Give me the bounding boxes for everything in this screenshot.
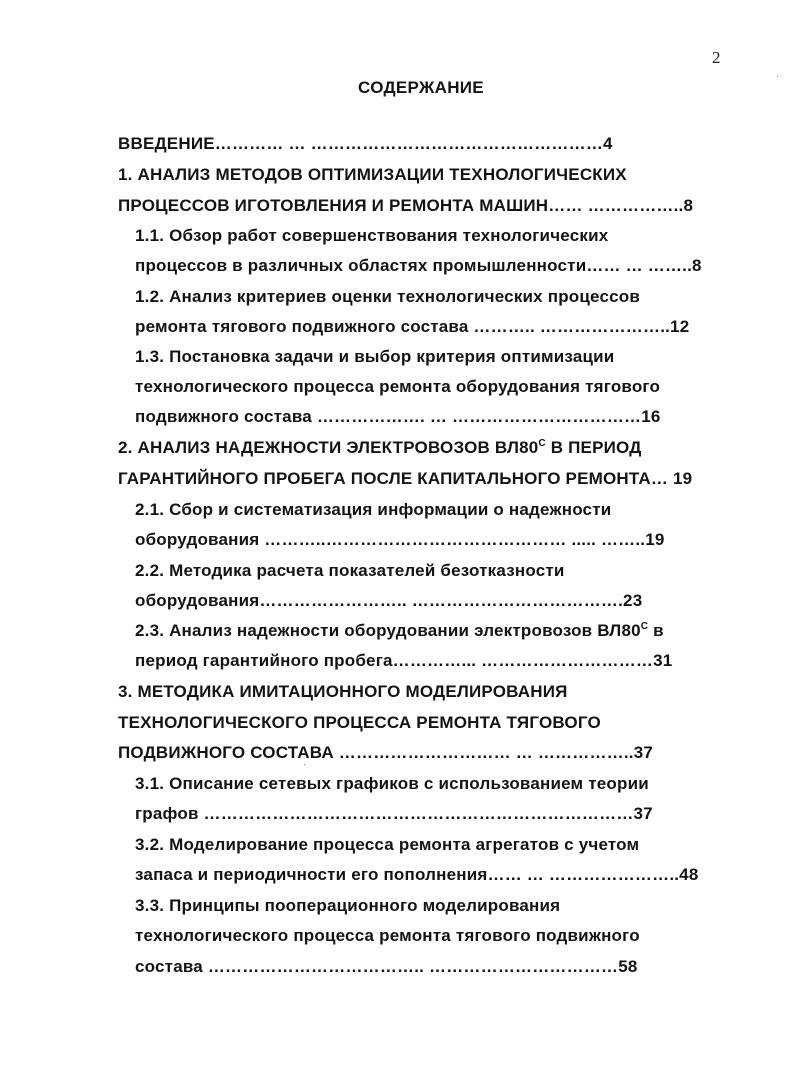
toc-line: состава ……………………………….. ……………………………58 (135, 957, 638, 976)
toc-line: 3.3. Принципы пооперационного моделирования (135, 896, 561, 915)
toc-line: 1. АНАЛИЗ МЕТОДОВ ОПТИМИЗАЦИИ ТЕХНОЛОГИЧЕСКИХ (118, 165, 627, 184)
toc-line: ПОДВИЖНОГО СОСТАВА ………………………… … ……………..37 (118, 743, 654, 762)
scan-speck (777, 76, 778, 77)
toc-line-text: в (648, 621, 664, 640)
toc-line: ПРОЦЕССОВ ИГОТОВЛЕНИЯ И РЕМОНТА МАШИН…… ……………..8 (118, 196, 694, 215)
toc-line: 2.1. Сбор и систематизация информации о надежности (135, 500, 612, 519)
toc-line: 1.2. Анализ критериев оценки технологических процессов (135, 287, 641, 306)
superscript: С (538, 438, 546, 449)
toc-line (135, 621, 664, 641)
toc-line (118, 438, 642, 458)
toc-line: ВВЕДЕНИЕ………… … ……………………………………………4 (118, 134, 613, 153)
page-title: СОДЕРЖАНИЕ (358, 78, 484, 97)
toc-line: 3. МЕТОДИКА ИМИТАЦИОННОГО МОДЕЛИРОВАНИЯ (118, 682, 568, 701)
toc-line: запаса и периодичности его пополнения…… … …………………..48 (135, 865, 699, 884)
toc-line: технологического процесса ремонта оборудования тягового (135, 377, 661, 396)
scan-speck (304, 764, 305, 765)
toc-line: 3.1. Описание сетевых графиков с использованием теории (135, 774, 649, 793)
toc-line: 1.1. Обзор работ совершенствования технологических (135, 226, 609, 245)
toc-line: ГАРАНТИЙНОГО ПРОБЕГА ПОСЛЕ КАПИТАЛЬНОГО РЕМОНТА… 19 (118, 469, 693, 488)
toc-line: технологического процесса ремонта тягового подвижного (135, 926, 640, 945)
toc-line: ТЕХНОЛОГИЧЕСКОГО ПРОЦЕССА РЕМОНТА ТЯГОВОГО (118, 713, 601, 732)
toc-line-text: 2.3. Анализ надежности оборудовании электровозов ВЛ80 (135, 621, 641, 640)
toc-line: оборудования ………..…………………………………… ..... ……..19 (135, 530, 665, 549)
toc-line: период гарантийного пробега…………... …………………………31 (135, 651, 673, 670)
toc-line: 3.2. Моделирование процесса ремонта агрегатов с учетом (135, 835, 640, 854)
toc-line: оборудования…………………….. ……………………………….23 (135, 591, 643, 610)
toc-line: 1.3. Постановка задачи и выбор критерия оптимизации (135, 347, 615, 366)
toc-line: 2.2. Методика расчета показателей безотказности (135, 561, 565, 580)
toc-line: процессов в различных областях промышленности…… … ……..8 (135, 256, 702, 275)
page-number: 2 (712, 48, 721, 67)
toc-line-text: 2. АНАЛИЗ НАДЕЖНОСТИ ЭЛЕКТРОВОЗОВ ВЛ80 (118, 438, 539, 457)
toc-line: подвижного состава ………………. … ……………………………16 (135, 407, 661, 426)
toc-line-text: В ПЕРИОД (545, 438, 642, 457)
superscript: С (640, 621, 649, 632)
toc-line: ремонта тягового подвижного состава ……….. …………………..12 (135, 317, 690, 336)
toc-line: графов …………………………………………………………………37 (135, 804, 653, 823)
